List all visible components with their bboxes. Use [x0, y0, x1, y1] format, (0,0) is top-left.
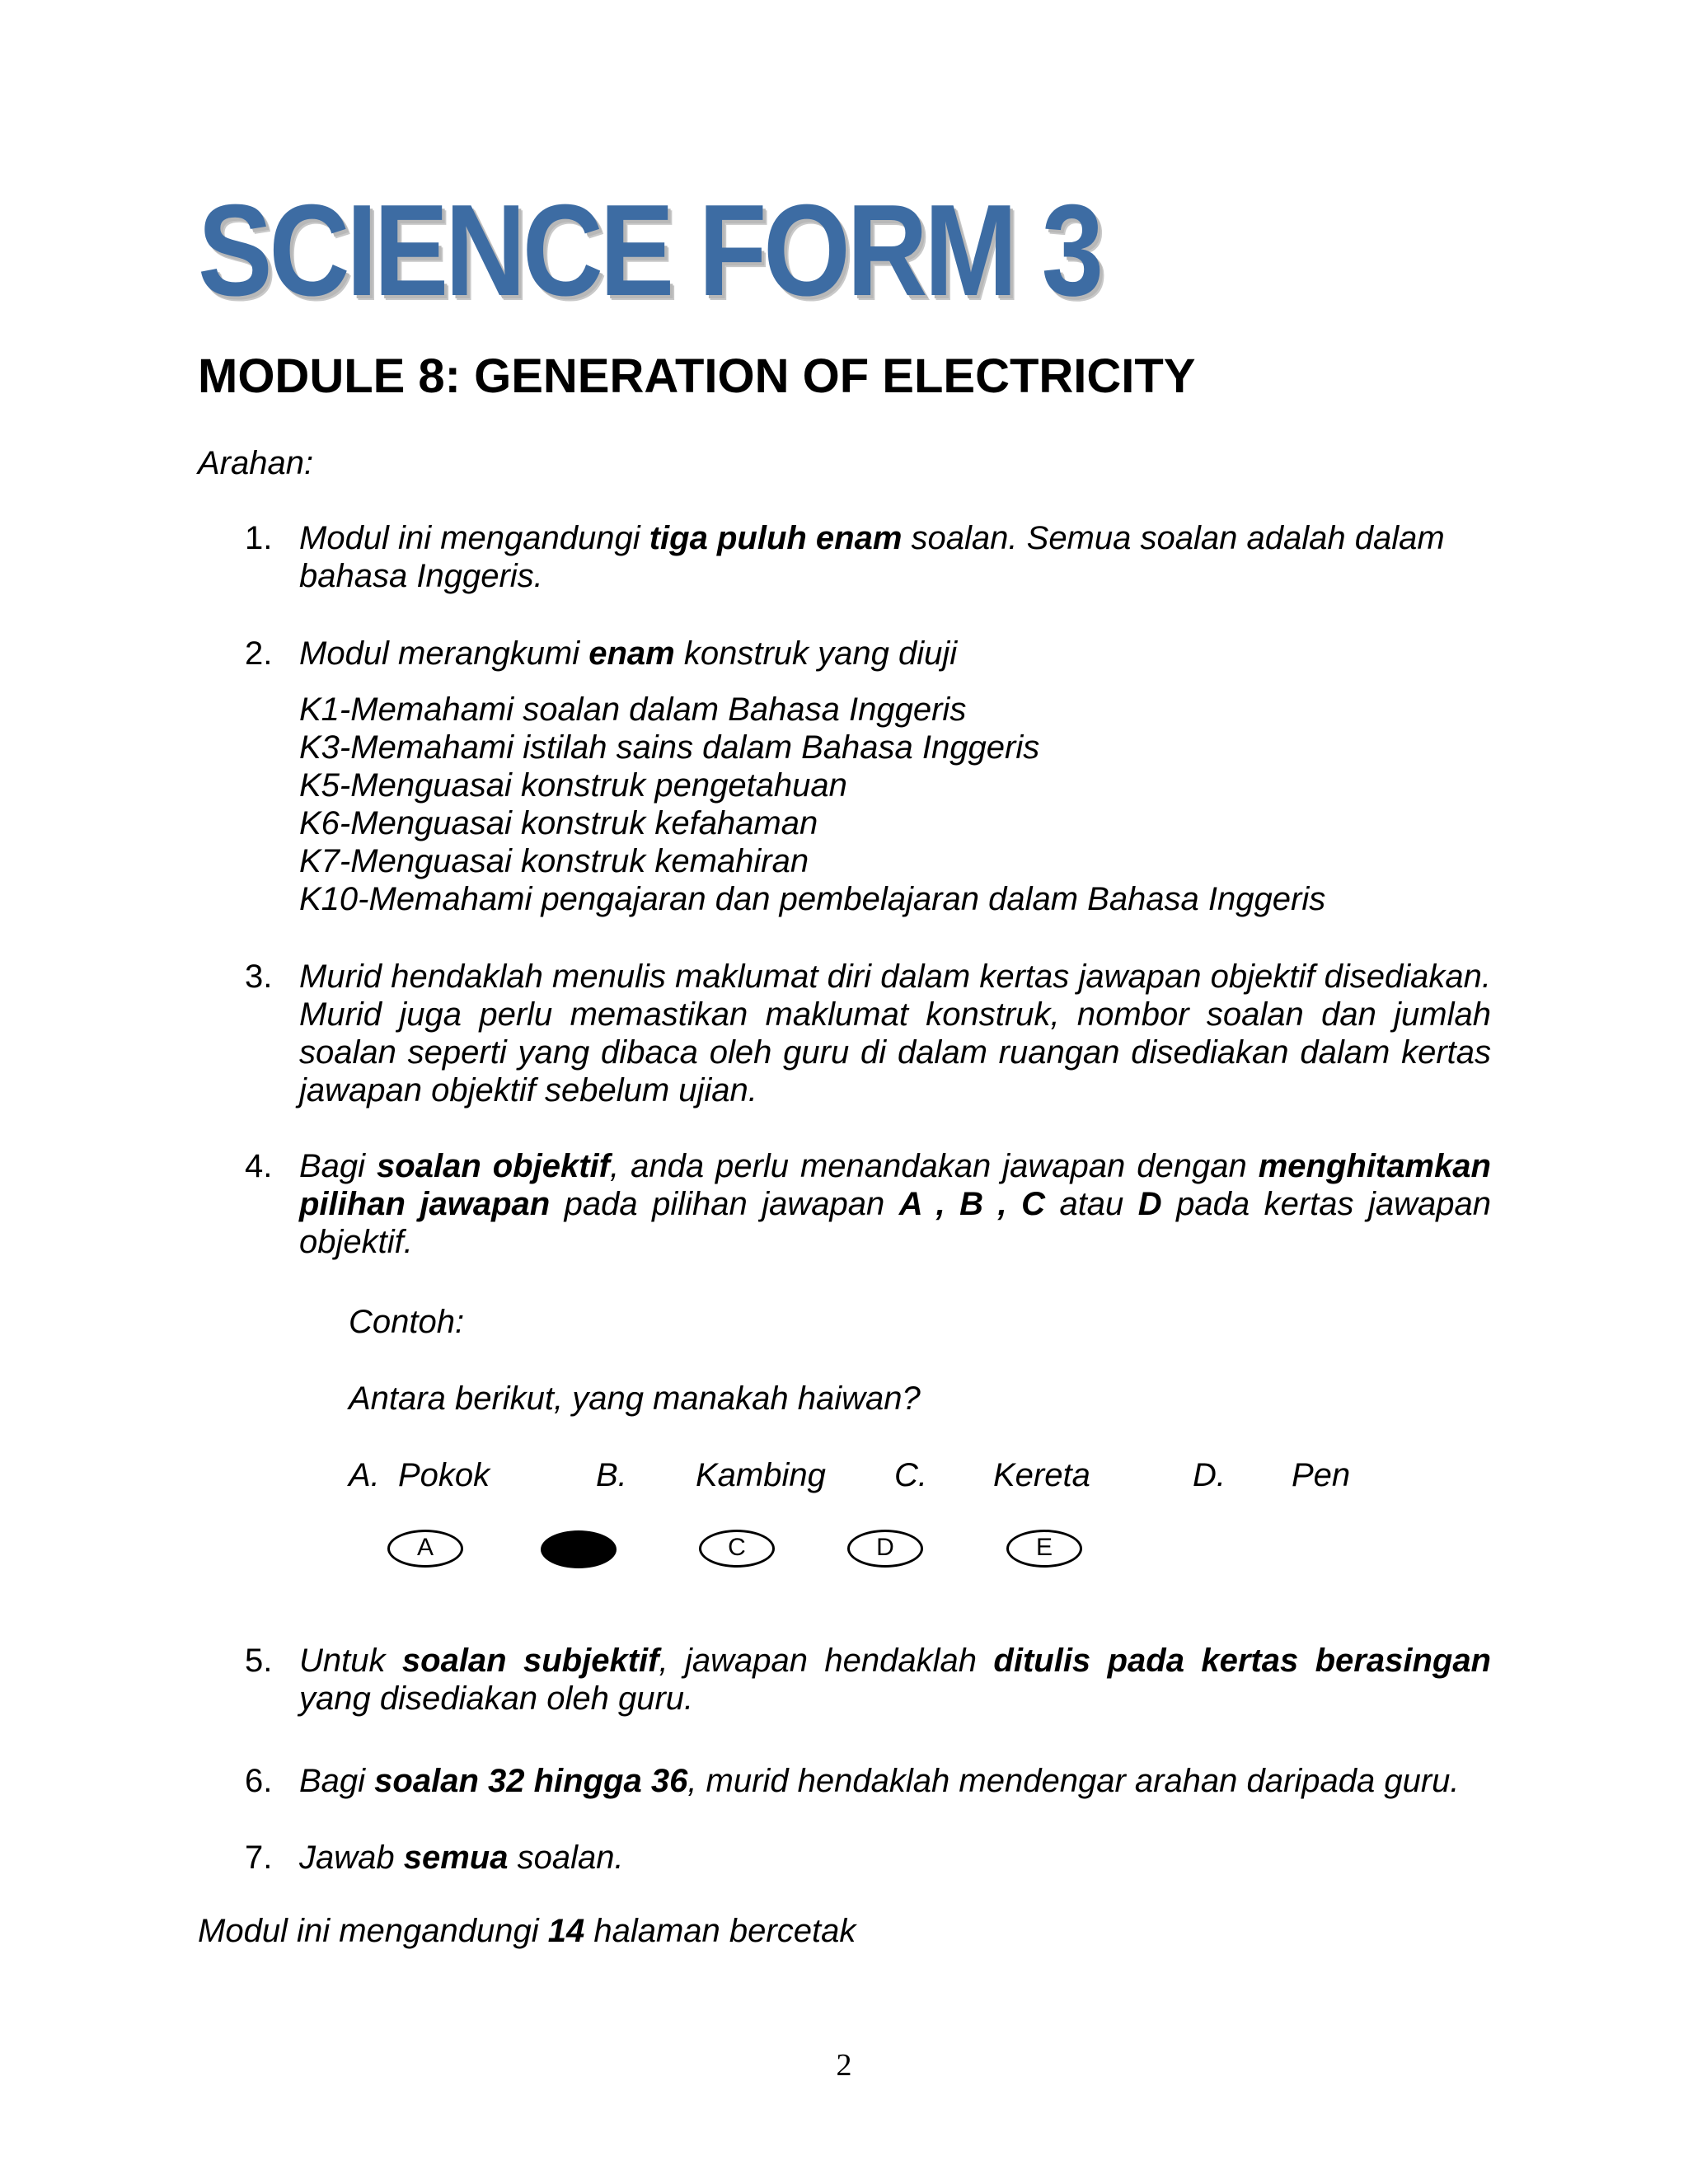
- construct-item: K1-Memahami soalan dalam Bahasa Inggeris: [299, 691, 967, 728]
- item-bold-text: semua: [403, 1840, 509, 1876]
- option-text-b: Kambing: [696, 1457, 826, 1493]
- instruction-item-6: [245, 1762, 1491, 1800]
- item-bold-text: ditulis pada kertas berasingan: [993, 1643, 1491, 1679]
- instruction-item-1: [245, 519, 1491, 595]
- construct-item: K10-Memahami pengajaran dan pembelajaran dalam Bahasa Inggeris: [299, 881, 1326, 917]
- item-number: 1.: [245, 520, 273, 556]
- instructions-label: Arahan:: [198, 445, 314, 481]
- item-text: soalan. Semua soalan adalah dalam bahasa Inggeris.: [299, 520, 1445, 594]
- answer-bubble-a: A: [387, 1530, 463, 1568]
- item-bold-text: menghitamkan pilihan jawapan: [299, 1148, 1491, 1222]
- item-text: soalan.: [508, 1840, 624, 1876]
- item-bold-text: soalan objektif: [377, 1148, 610, 1184]
- instruction-item-3: [245, 958, 1491, 1109]
- item-text: yang disediakan oleh guru.: [299, 1680, 694, 1717]
- option-text-c: Kereta: [993, 1457, 1090, 1493]
- item-number: 4.: [245, 1148, 273, 1184]
- item-text: Murid hendaklah menulis maklumat diri dalam kertas jawapan objektif disediakan. Murid juga perlu memastikan maklumat konstruk, nombor soalan dan jumlah soalan seperti yang dibaca oleh guru di dalam ruangan disediakan dalam kertas jawapan objektif sebelum ujian.: [299, 958, 1491, 1108]
- item-text: pada pilihan jawapan: [550, 1186, 899, 1222]
- item-text: Modul ini mengandungi: [299, 520, 649, 556]
- page-title: SCIENCE FORM 3: [198, 178, 1100, 323]
- answer-bubble-b-filled: [541, 1530, 617, 1568]
- answer-bubble-c: C: [699, 1530, 775, 1568]
- item-number: 2.: [245, 635, 273, 672]
- item-bold-text: soalan 32 hingga 36: [374, 1763, 688, 1799]
- example-question: Antara berikut, yang manakah haiwan?: [349, 1380, 921, 1417]
- construct-item: K5-Menguasai konstruk pengetahuan: [299, 767, 847, 804]
- item-text: atau: [1044, 1186, 1138, 1222]
- item-text: , anda perlu menandakan jawapan dengan: [609, 1148, 1259, 1184]
- item-bold-text: soalan subjektif: [401, 1643, 659, 1679]
- instruction-item-2: [245, 635, 1491, 918]
- instruction-item-5: [245, 1642, 1491, 1718]
- item-bold-text: D: [1137, 1186, 1162, 1222]
- item-bold-text: tiga puluh enam: [649, 520, 903, 556]
- option-letter-b: B.: [596, 1457, 627, 1493]
- construct-item: K7-Menguasai konstruk kemahiran: [299, 843, 809, 879]
- item-bold-text: enam: [588, 635, 675, 672]
- module-title: MODULE 8: GENERATION OF ELECTRICITY: [198, 349, 1196, 403]
- page-number: 2: [836, 2048, 852, 2083]
- item-text: , jawapan hendaklah: [659, 1643, 994, 1679]
- construct-item: K6-Menguasai konstruk kefahaman: [299, 805, 818, 841]
- construct-item: K3-Memahami istilah sains dalam Bahasa Inggeris: [299, 729, 1040, 766]
- footer-text: Modul ini mengandungi: [198, 1913, 548, 1949]
- item-text: pada kertas jawapan objektif.: [299, 1186, 1491, 1260]
- option-letter-a: A.: [349, 1457, 380, 1493]
- instruction-item-7: [245, 1839, 1491, 1877]
- item-bold-text: A , B , C: [898, 1186, 1045, 1222]
- item-text: Bagi: [299, 1148, 377, 1184]
- item-text: konstruk yang diuji: [674, 635, 958, 672]
- footer-text: halaman bercetak: [584, 1913, 856, 1949]
- option-text-a: Pokok: [398, 1457, 490, 1493]
- construct-list: [299, 691, 1491, 918]
- item-number: 3.: [245, 958, 273, 995]
- item-text: , murid hendaklah mendengar arahan daripada guru.: [687, 1763, 1460, 1799]
- item-text: Bagi: [299, 1763, 375, 1799]
- answer-bubble-d: D: [847, 1530, 923, 1568]
- item-number: 6.: [245, 1763, 273, 1799]
- footer-bold-text: 14: [547, 1913, 585, 1949]
- option-text-d: Pen: [1292, 1457, 1351, 1493]
- answer-bubble-e: E: [1006, 1530, 1082, 1568]
- item-text: Modul merangkumi: [299, 635, 589, 672]
- item-text: Untuk: [299, 1643, 402, 1679]
- instruction-item-4: [245, 1147, 1491, 1261]
- option-letter-c: C.: [894, 1457, 927, 1493]
- item-number: 5.: [245, 1643, 273, 1679]
- page-count-note: [198, 1915, 856, 1947]
- item-number: 7.: [245, 1840, 273, 1876]
- option-letter-d: D.: [1193, 1457, 1226, 1493]
- example-label: Contoh:: [349, 1304, 465, 1340]
- item-text: Jawab: [299, 1840, 404, 1876]
